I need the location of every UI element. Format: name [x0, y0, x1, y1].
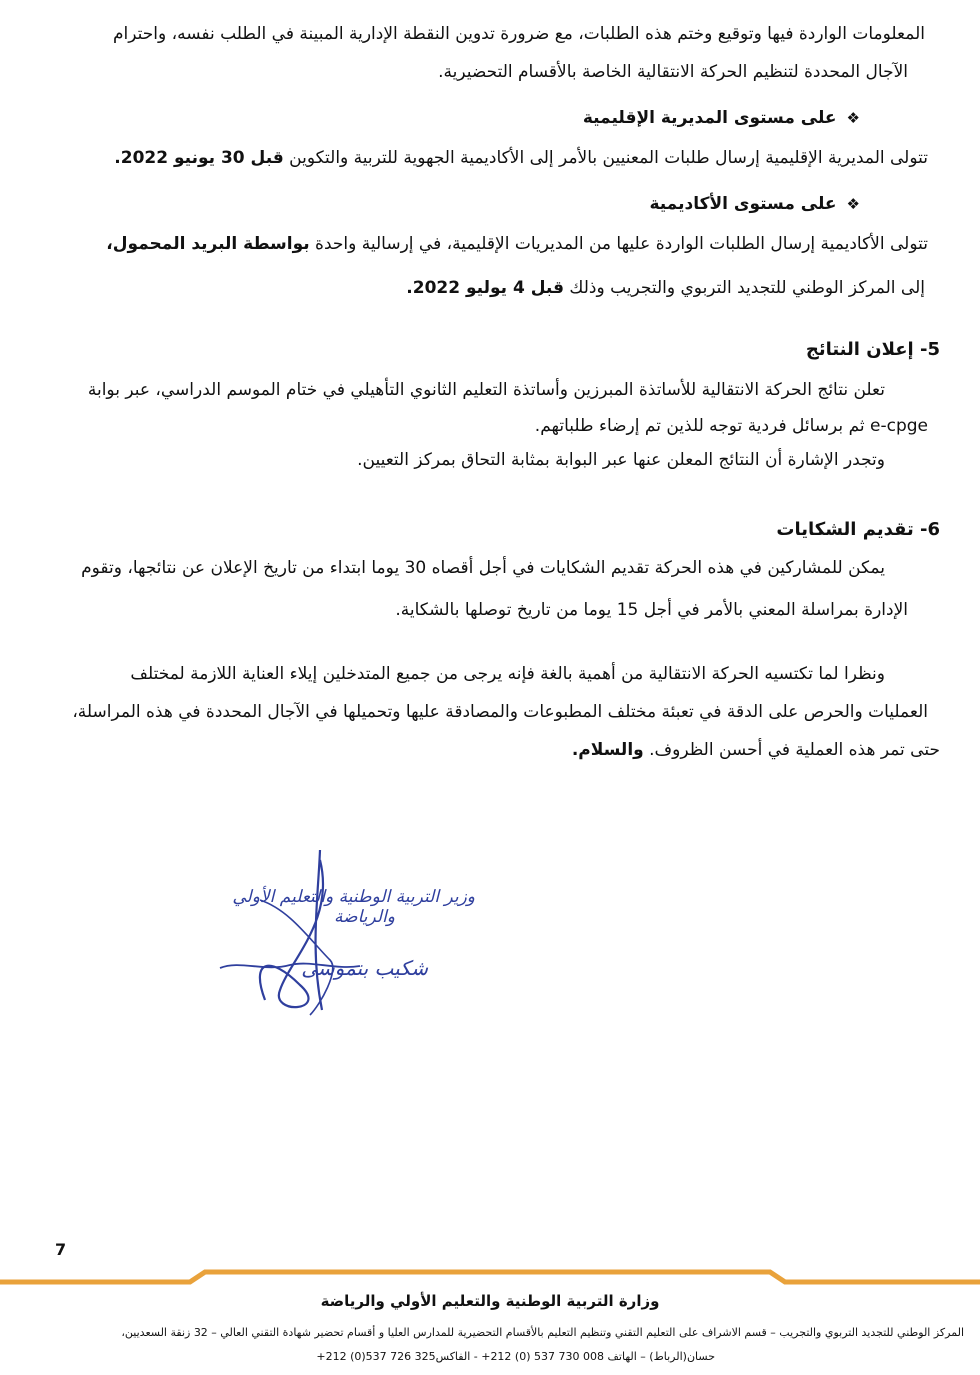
- text-run: تتولى الأكاديمية إرسال الطلبات الواردة عليها من المديريات الإقليمية، في إرسالية واحدة: [309, 234, 928, 254]
- bullet-provincial-directorate: [583, 108, 860, 128]
- paragraph-line-7: e-cpge ثم برسائل فردية توجه للذين تم إرضاء طلباتهم.: [534, 416, 928, 436]
- deadline-text: قبل 4 يوليو 2022.: [406, 278, 564, 298]
- minister-signature: [170, 840, 490, 1030]
- signature-line-3: شكيب بنموسى: [301, 956, 428, 980]
- footer-address-line-2: حسان(الرباط) – الهاتف 008 730 537 (0) 212+ - الفاكس325 726 537(0) 212+: [316, 1350, 715, 1363]
- paragraph-line-13: [572, 738, 940, 762]
- footer-ministry-title: وزارة التربية الوطنية والتعليم الأولي والرياضة: [320, 1292, 660, 1310]
- paragraph-line-9: يمكن للمشاركين في هذه الحركة تقديم الشكايات في أجل أقصاه 30 يوما ابتداء من تاريخ الإعلان عن نتائجها، وتقوم: [81, 558, 885, 578]
- paragraph-line-10: الإدارة بمراسلة المعني بالأمر في أجل 15 يوما من تاريخ توصلها بالشكاية.: [395, 600, 908, 620]
- paragraph-line-2: الآجال المحددة لتنظيم الحركة الانتقالية الخاصة بالأقسام التحضيرية.: [438, 62, 908, 82]
- diamond-bullet-icon: ❖: [846, 195, 860, 213]
- signature-line-1: وزير التربية الوطنية والتعليم الأولي: [232, 887, 475, 907]
- section-heading-6: 6- تقديم الشكايات: [776, 519, 940, 540]
- text-run: إلى المركز الوطني للتجديد التربوي والتجريب وذلك: [563, 278, 925, 298]
- deadline-text: قبل 30 يونيو 2022.: [114, 148, 284, 168]
- text-run: حتى تمر هذه العملية في أحسن الظروف.: [643, 740, 940, 760]
- section-heading-5: 5- إعلان النتائج: [805, 339, 940, 360]
- footer-address-line-1: المركز الوطني للتجديد التربوي والتجريب – قسم الاشراف على التعليم التقني وتنظيم التعليم بالأقسام التحضيرية للمدارس العليا و أقسام تحضير شهادة التقني العالي – 32 زنقة السعديين،: [121, 1326, 964, 1339]
- footer-decorative-band: [0, 1268, 980, 1292]
- paragraph-line-11: ونظرا لما تكتسيه الحركة الانتقالية من أهمية بالغة فإنه يرجى من جميع المتدخلين إيلاء العناية اللازمة لمختلف: [130, 664, 885, 684]
- paragraph-line-3: [114, 146, 928, 170]
- page-number: 7: [55, 1240, 67, 1259]
- bullet-academy: [649, 194, 860, 214]
- closing-salutation: والسلام.: [571, 740, 644, 760]
- bold-text: بواسطة البريد المحمول،: [106, 234, 310, 254]
- bullet-label: على مستوى المديرية الإقليمية: [582, 108, 837, 128]
- paragraph-line-12: العمليات والحرص على الدقة في تعبئة مختلف المطبوعات والمصادقة عليها وتحميلها في الآجال المحددة في هذه المراسلة،: [72, 702, 928, 722]
- signature-scribble-icon: [170, 840, 490, 1030]
- diamond-bullet-icon: ❖: [846, 109, 860, 127]
- paragraph-line-5: [406, 276, 925, 300]
- paragraph-line-6: تعلن نتائج الحركة الانتقالية للأساتذة المبرزين وأساتذة التعليم الثانوي التأهيلي في ختام الموسم الدراسي، عبر بوابة: [87, 380, 885, 400]
- bullet-label: على مستوى الأكاديمية: [649, 194, 837, 214]
- signature-line-2: والرياضة: [334, 907, 395, 927]
- paragraph-line-1: المعلومات الواردة فيها وتوقيع وختم هذه الطلبات، مع ضرورة تدوين النقطة الإدارية المبينة في الطلب نفسه، واحترام: [112, 24, 925, 44]
- paragraph-line-4: [106, 232, 928, 256]
- paragraph-line-8: وتجدر الإشارة أن النتائج المعلن عنها عبر البوابة بمثابة التحاق بمركز التعيين.: [357, 450, 885, 470]
- text-run: تتولى المديرية الإقليمية إرسال طلبات المعنيين بالأمر إلى الأكاديمية الجهوية للتربية والتكوين: [283, 148, 928, 168]
